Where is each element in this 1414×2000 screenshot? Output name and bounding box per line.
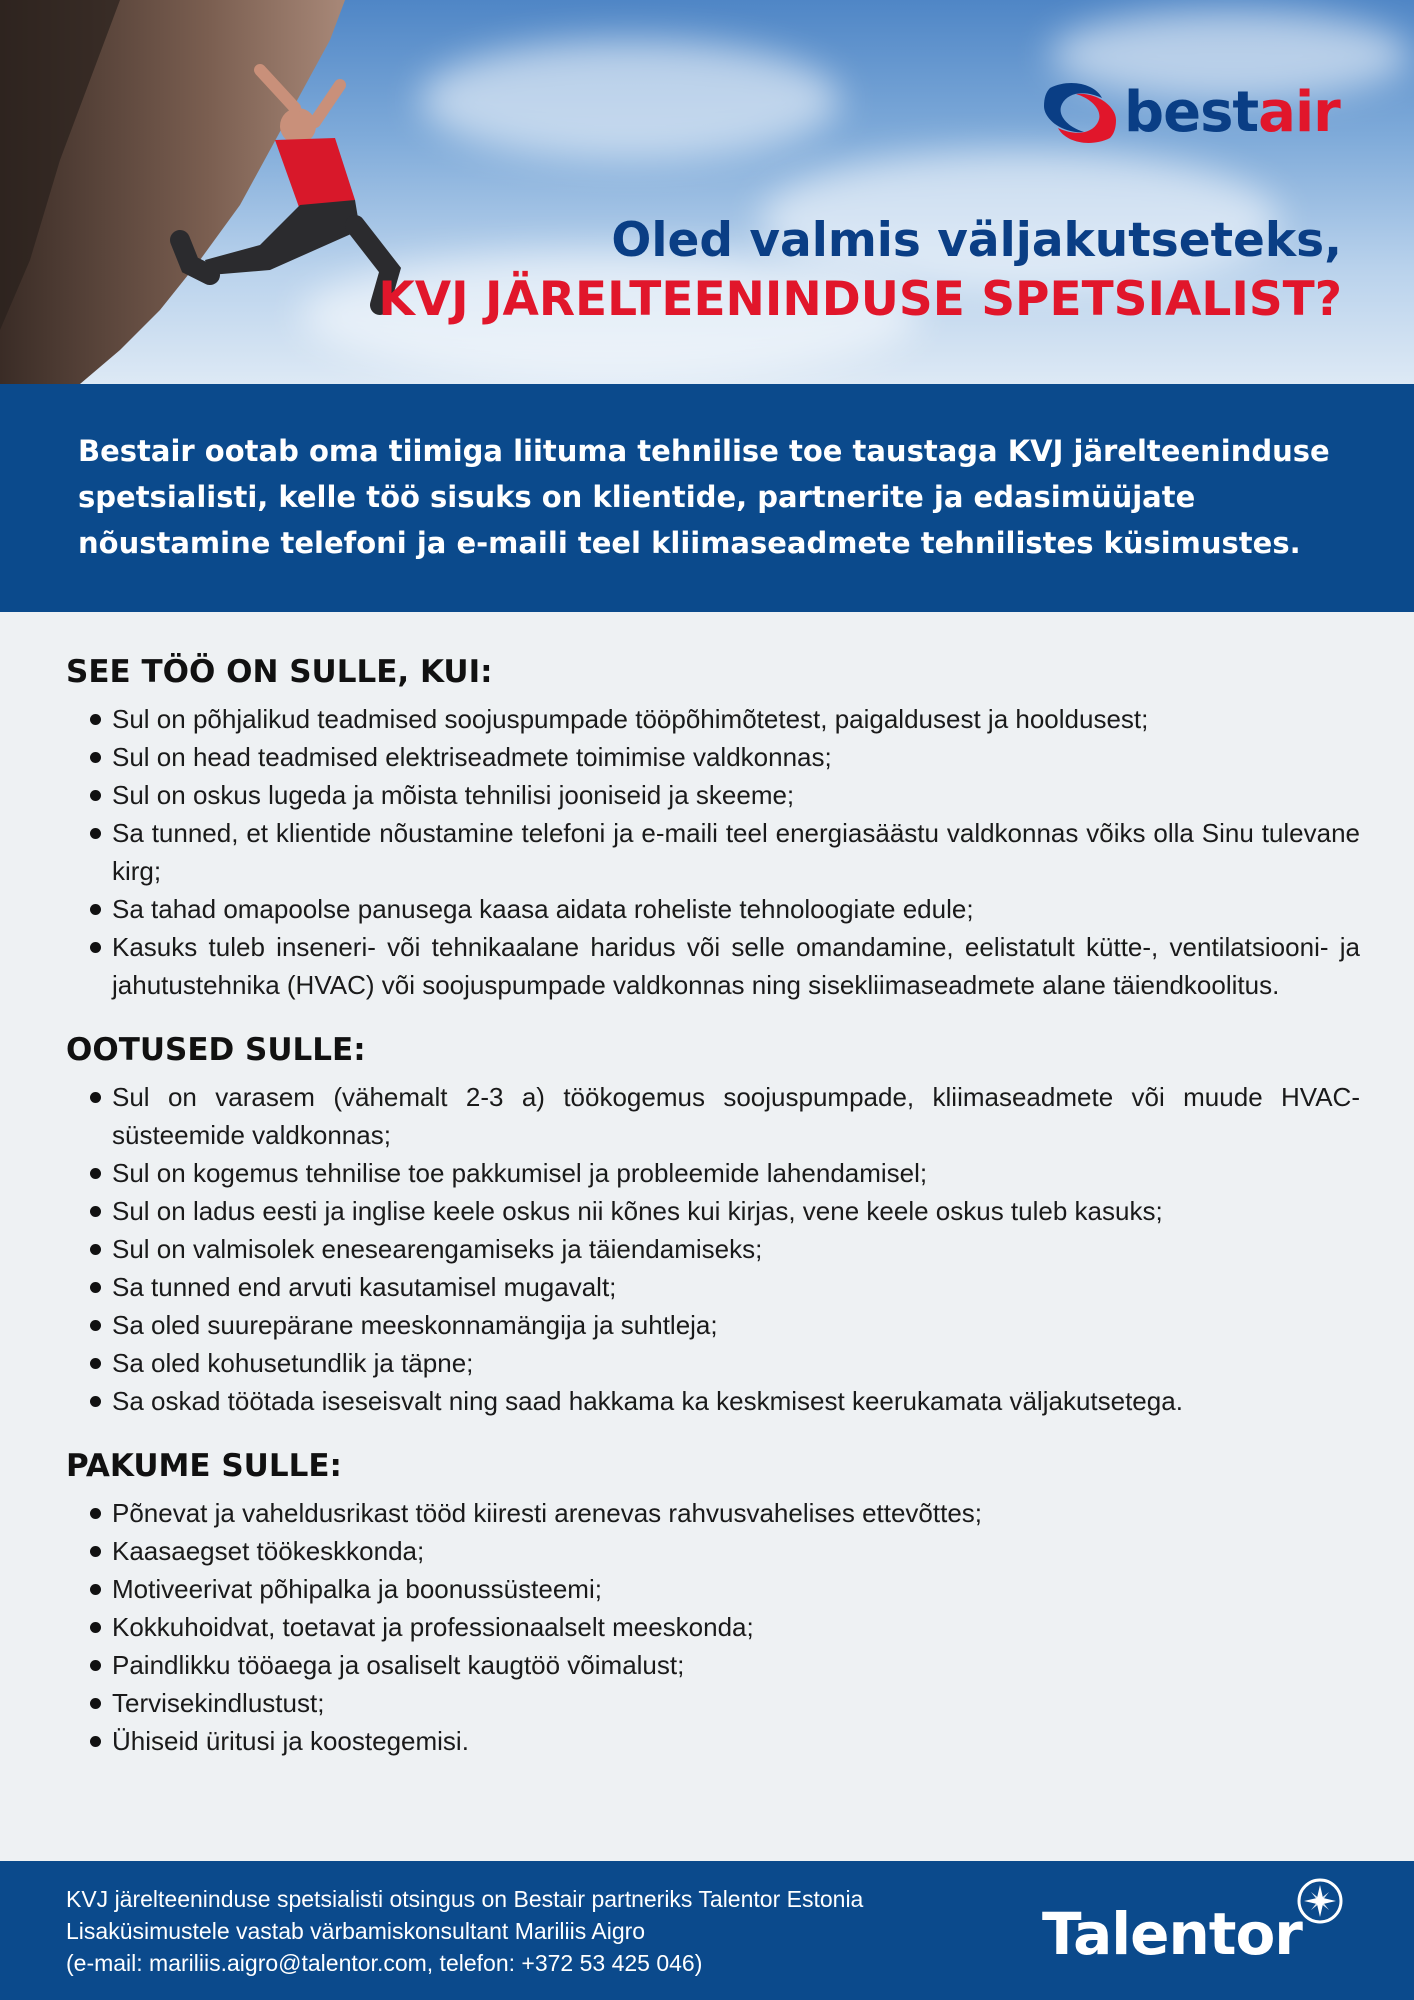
list-item: Sul on põhjalikud teadmised soojuspumpade tööpõhimõtetest, paigaldusest ja hooldusest; [66,700,1360,738]
list-item: Sul on varasem (vähemalt 2-3 a) töökogemus soojuspumpade, kliimaseadmete või muude HVAC-süsteemide valdkonnas; [66,1078,1360,1154]
section-heading: PAKUME SULLE: [66,1448,342,1484]
headline-question: Oled valmis väljakutseteks, [611,213,1342,268]
list-item: Ühiseid üritusi ja koostegemisi. [66,1722,1360,1760]
section-heading: SEE TÖÖ ON SULLE, KUI: [66,654,493,690]
list-item: Kaasaegset töökeskkonda; [66,1532,1360,1570]
bestair-swirl-icon [1040,80,1120,146]
bestair-wordmark: bestair [1124,80,1340,145]
climber-image [150,60,410,330]
intro-band [0,384,1414,612]
list-item: Sa tunned end arvuti kasutamisel mugavalt; [66,1268,1360,1306]
list-item: Sul on ladus eesti ja inglise keele oskus nii kõnes kui kirjas, vene keele oskus tuleb kasuks; [66,1192,1360,1230]
list-item: Sul on head teadmised elektriseadmete toimimise valdkonnas; [66,738,1360,776]
list-item: Sa tunned, et klientide nõustamine telefoni ja e-maili teel energiasäästu valdkonnas võiks olla Sinu tulevane kirg; [66,814,1360,890]
footer-partner-line: KVJ järelteeninduse spetsialisti otsingus on Bestair partneriks Talentor Estonia [66,1886,864,1912]
talentor-wordmark: Talentor [1042,1900,1302,1968]
section-requirements [66,650,1360,1004]
bullet-list [66,1494,1360,1760]
list-item: Kasuks tuleb inseneri- või tehnikaalane haridus või selle omandamine, eelistatult kütte-, ventilatsiooni- ja jahutustehnika (HVAC) või soojuspumpade valdkonnas ning sisekliimaseadmete alane täiendkoolitus. [66,928,1360,1004]
intro-text: Bestair ootab oma tiimiga liituma tehnilise toe taustaga KVJ järelteeninduse spetsialisti, kelle töö sisuks on klientide, partnerite ja edasimüüjate nõustamine telefoni ja e-maili teel kliimaseadmete tehnilistes küsimustes. [78,434,1330,560]
cloud [420,40,840,160]
section-offer [66,1444,1360,1760]
list-item: Sul on kogemus tehnilise toe pakkumisel ja probleemide lahendamisel; [66,1154,1360,1192]
list-item: Motiveerivat põhipalka ja boonussüsteemi; [66,1570,1360,1608]
headline-job-title: KVJ JÄRELTEENINDUSE SPETSIALIST? [378,271,1342,327]
bullet-list [66,1078,1360,1420]
footer-contact-details: (e-mail: mariliis.aigro@talentor.com, telefon: +372 53 425 046) [66,1950,703,1976]
bestair-logo [1040,78,1340,148]
list-item: Sa oled suurepärane meeskonnamängija ja suhtleja; [66,1306,1360,1344]
headline [378,212,1342,330]
talentor-logo [1040,1875,1360,1990]
compass-star-icon [1296,1877,1344,1925]
job-details [66,650,1360,1784]
list-item: Sa oled kohusetundlik ja täpne; [66,1344,1360,1382]
list-item: Paindlikku tööaega ja osaliselt kaugtöö võimalust; [66,1646,1360,1684]
list-item: Sa tahad omapoolse panusega kaasa aidata roheliste tehnoloogiate edule; [66,890,1360,928]
list-item: Sul on valmisolek enesearengamiseks ja täiendamiseks; [66,1230,1360,1268]
list-item: Kokkuhoidvat, toetavat ja professionaalselt meeskonda; [66,1608,1360,1646]
hero-banner [0,0,1414,384]
list-item: Tervisekindlustust; [66,1684,1360,1722]
list-item: Sa oskad töötada iseseisvalt ning saad hakkama ka keskmisest keerukamata väljakutsetega. [66,1382,1360,1420]
section-heading: OOTUSED SULLE: [66,1032,366,1068]
list-item: Sul on oskus lugeda ja mõista tehnilisi jooniseid ja skeeme; [66,776,1360,814]
section-expectations [66,1028,1360,1420]
footer-contact-person: Lisaküsimustele vastab värbamiskonsultant Mariliis Aigro [66,1918,646,1944]
bullet-list [66,700,1360,1004]
list-item: Põnevat ja vaheldusrikast tööd kiiresti arenevas rahvusvahelises ettevõttes; [66,1494,1360,1532]
